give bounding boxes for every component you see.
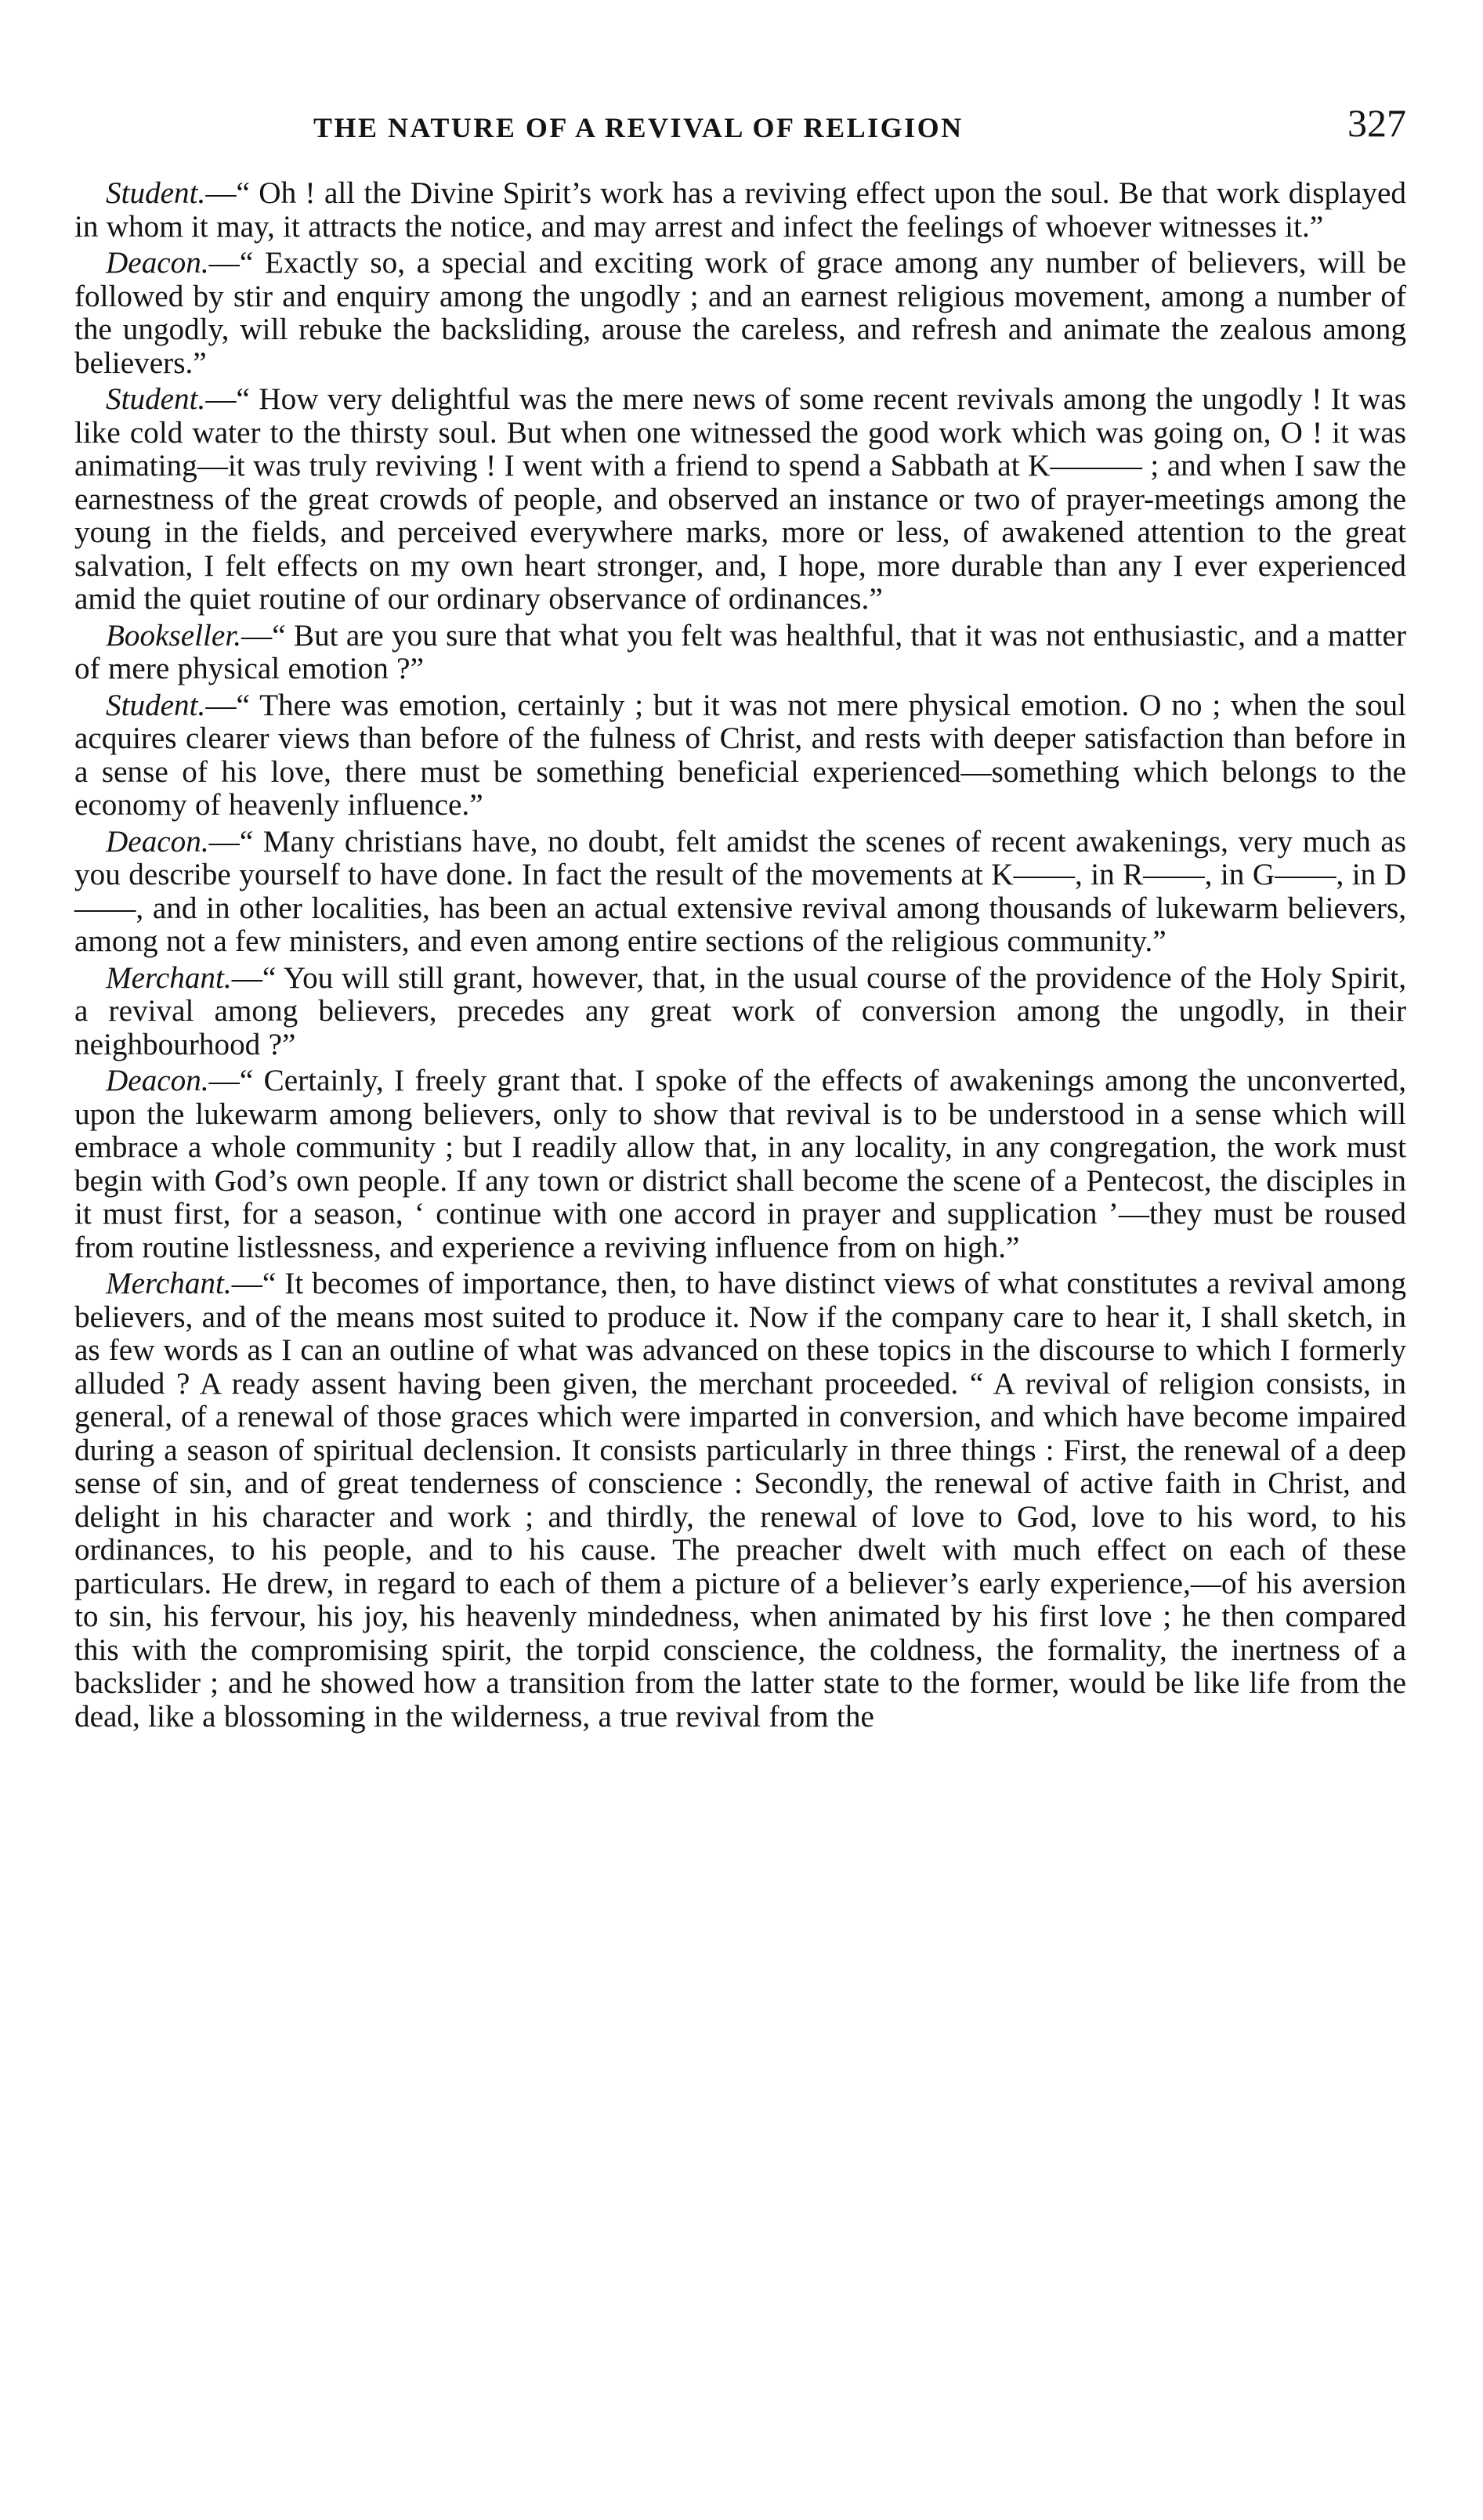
- page-number: 327: [1347, 101, 1406, 145]
- paragraph: [74, 383, 1406, 616]
- speaker-name: Student.: [106, 382, 206, 416]
- running-title: THE NATURE OF A REVIVAL OF RELIGION: [313, 112, 964, 143]
- paragraph: [74, 1267, 1406, 1734]
- paragraph: [74, 826, 1406, 959]
- paragraph-text: —“ It becomes of importance, then, to have distinct views of what constitutes a revival among believers, and of the means most suited to produce it. Now if the company care to hear it, I shall sketch, in as few words as I can an outline of what was advanced on these topics in the discourse to which I formerly alluded ? A ready assent having been given, the merchant proceeded. “ A revival of religion consists, in general, of a renewal of those graces which were imparted in conversion, and which have become impaired during a season of spiritual declension. It consists particularly in three things : First, the renewal of a deep sense of sin, and of great tenderness of conscience : Secondly, the renewal of active faith in Christ, and delight in his character and work ; and thirdly, the renewal of love to God, love to his word, to his ordinances, to his people, and to his cause. The preacher dwelt with much effect on each of these particulars. He drew, in regard to each of them a picture of a believer’s early experience,—of his aversion to sin, his fervour, his joy, his heavenly mindedness, when animated by his first love ; he then compared this with the compromising spirit, the torpid conscience, the coldness, the formality, the inertness of a backslider ; and he showed how a transition from the latter state to the former, would be like life from the dead, like a blossoming in the wilderness, a true revival from the: [74, 1267, 1406, 1734]
- paragraph-text: —“ Exactly so, a special and exciting work of grace among any number of believers, will be followed by stir and enquiry among the ungodly ; and an earnest religious movement, among a number of the ungodly, will rebuke the backsliding, arouse the careless, and refresh and animate the zealous among believers.”: [74, 246, 1406, 380]
- speaker-name: Student.: [106, 688, 206, 722]
- paragraph-text: —“ How very delightful was the mere news of some recent revivals among the ungodly ! It was like cold water to the thirsty soul. But when one witnessed the good work which was going on, O ! it was animating—it was truly reviving ! I went with a friend to spend a Sabbath at K——— ; and when I saw the earnestness of the great crowds of people, and observed an instance or two of prayer-meetings among the young in the fields, and perceived everywhere marks, more or less, of awakened attention to the great salvation, I felt effects on my own heart stronger, and, I hope, more durable than any I ever experienced amid the quiet routine of our ordinary observance of ordinances.”: [74, 382, 1406, 616]
- speaker-name: Merchant.: [106, 1267, 232, 1300]
- paragraph-text: —“ There was emotion, certainly ; but it was not mere physical emotion. O no ; when the soul acquires clearer views than before of the fulness of Christ, and rests with deeper satisfaction than before in a sense of his love, there must be something beneficial experienced—something which belongs to the economy of heavenly influence.”: [74, 688, 1406, 822]
- paragraph: [74, 689, 1406, 823]
- paragraph: [74, 620, 1406, 686]
- speaker-name: Deacon.: [106, 1064, 209, 1097]
- paragraph: [74, 177, 1406, 244]
- paragraph: [74, 962, 1406, 1062]
- paragraph-text: —“ You will still grant, however, that, in the usual course of the providence of the Holy Spirit, a revival among believers, precedes any great work of conversion among the ungodly, in their neighbourhood ?”: [74, 960, 1406, 1061]
- speaker-name: Deacon.: [106, 246, 209, 280]
- speaker-name: Deacon.: [106, 824, 209, 859]
- body-text: [74, 177, 1406, 1734]
- paragraph: [74, 247, 1406, 380]
- speaker-name: Merchant.: [106, 960, 232, 995]
- speaker-name: Bookseller.: [106, 618, 242, 653]
- paragraph-text: —“ But are you sure that what you felt was healthful, that it was not enthusiastic, and a matter of mere physical emotion ?”: [74, 618, 1406, 685]
- running-head: [74, 100, 1406, 155]
- book-page: [74, 100, 1406, 2442]
- paragraph-text: —“ Certainly, I freely grant that. I spoke of the effects of awakenings among the unconverted, upon the lukewarm among believers, only to show that revival is to be understood in a sense which will embrace a whole community ; but I readily allow that, in any locality, in any congregation, the work must begin with God’s own people. If any town or district shall become the scene of a Pentecost, the disciples in it must first, for a season, ‘ continue with one accord in prayer and supplication ’—they must be roused from routine listlessness, and experience a reviving influence from on high.”: [74, 1064, 1406, 1264]
- paragraph-text: —“ Many christians have, no doubt, felt amidst the scenes of recent awakenings, very much as you describe yourself to have done. In fact the result of the movements at K——, in R——, in G——, in D——, and in other localities, has been an actual extensive revival among thousands of lukewarm believers, among not a few ministers, and even among entire sections of the religious community.”: [74, 824, 1406, 958]
- speaker-name: Student.: [106, 176, 206, 210]
- paragraph: [74, 1065, 1406, 1264]
- paragraph-text: —“ Oh ! all the Divine Spirit’s work has a reviving effect upon the soul. Be that work displayed in whom it may, it attracts the notice, and may arrest and infect the feelings of whoever witnesses it.”: [74, 176, 1406, 244]
